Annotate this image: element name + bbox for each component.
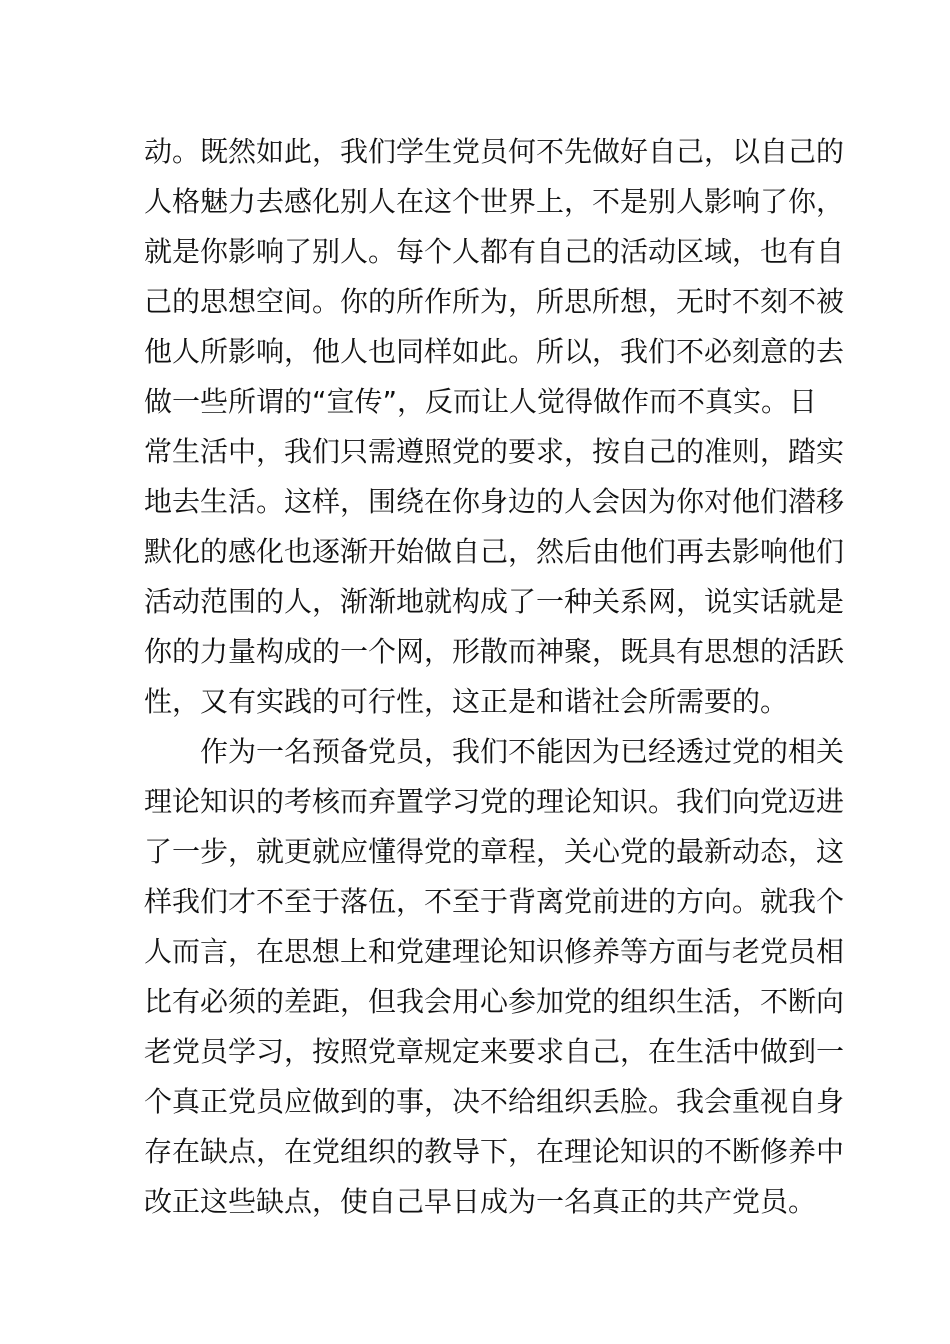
paragraph-line: 他人所影响，他人也同样如此。所以，我们不必刻意的去 xyxy=(144,335,845,368)
paragraph-line: 存在缺点，在党组织的教导下，在理论知识的不断修养中 xyxy=(144,1135,845,1168)
paragraph-line: 理论知识的考核而弃置学习党的理论知识。我们向党迈进 xyxy=(144,785,845,818)
paragraph-line: 老党员学习，按照党章规定来要求自己，在生活中做到一 xyxy=(144,1035,845,1068)
paragraph-line: 人格魅力去感化别人在这个世界上，不是别人影响了你， xyxy=(144,185,845,218)
paragraph-line: 样我们才不至于落伍，不至于背离党前进的方向。就我个 xyxy=(144,885,845,918)
paragraph-line: 作为一名预备党员，我们不能因为已经透过党的相关 xyxy=(200,735,845,768)
paragraph-line: 做一些所谓的“宣传”，反而让人觉得做作而不真实。日 xyxy=(144,385,818,418)
paragraph-2 xyxy=(144,727,845,1227)
paragraph-line: 己的思想空间。你的所作所为，所思所想，无时不刻不被 xyxy=(144,285,845,318)
paragraph-line: 了一步，就更就应懂得党的章程，关心党的最新动态，这 xyxy=(144,835,845,868)
paragraph-line: 默化的感化也逐渐开始做自己，然后由他们再去影响他们 xyxy=(144,535,845,568)
paragraph-line: 你的力量构成的一个网，形散而神聚，既具有思想的活跃 xyxy=(144,635,845,668)
paragraph-line: 就是你影响了别人。每个人都有自己的活动区域，也有自 xyxy=(144,235,845,268)
document-body xyxy=(144,127,845,1227)
paragraph-line: 动。既然如此，我们学生党员何不先做好自己，以自己的 xyxy=(144,135,845,168)
paragraph-line: 人而言，在思想上和党建理论知识修养等方面与老党员相 xyxy=(144,935,845,968)
paragraph-line: 个真正党员应做到的事，决不给组织丢脸。我会重视自身 xyxy=(144,1085,845,1118)
paragraph-line: 活动范围的人，渐渐地就构成了一种关系网，说实话就是 xyxy=(144,585,845,618)
paragraph-1 xyxy=(144,127,845,727)
paragraph-line: 性，又有实践的可行性，这正是和谐社会所需要的。 xyxy=(144,685,789,718)
paragraph-line: 常生活中，我们只需遵照党的要求，按自己的准则，踏实 xyxy=(144,435,845,468)
paragraph-line: 改正这些缺点，使自己早日成为一名真正的共产党员。 xyxy=(144,1185,817,1218)
paragraph-line: 比有必须的差距，但我会用心参加党的组织生活，不断向 xyxy=(144,985,845,1018)
paragraph-line: 地去生活。这样，围绕在你身边的人会因为你对他们潜移 xyxy=(144,485,845,518)
